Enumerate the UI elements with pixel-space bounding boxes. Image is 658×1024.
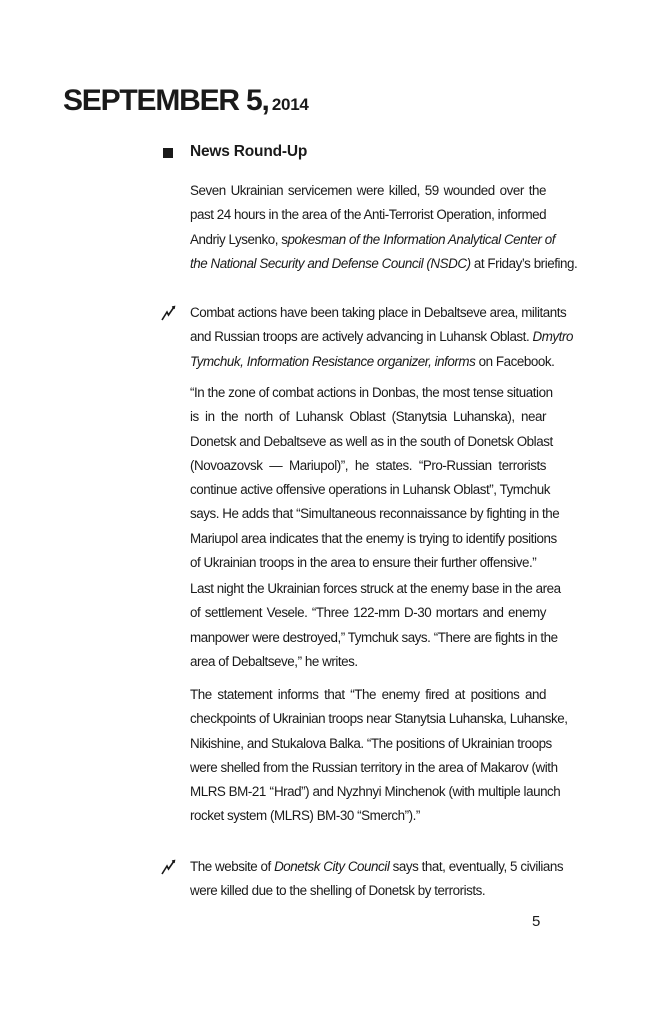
p5-line-3: Nikishine, and Stukalova Balka. “The positions of Ukrainian troops bbox=[190, 735, 552, 751]
chapter-heading bbox=[63, 84, 309, 118]
p5-line-1: The statement informs that “The enemy fired at positions and bbox=[190, 687, 546, 702]
p4-line-2: of settlement Vesele. “Three 122-mm D-30 mortars and enemy bbox=[190, 605, 546, 621]
p4-line-4: area of Debaltseve,” he writes. bbox=[190, 653, 358, 669]
p3-line-3: Donetsk and Debaltseve as well as in the south of Donetsk Oblast bbox=[190, 433, 553, 449]
p2-line-3-b: on Facebook. bbox=[475, 353, 555, 369]
p2-line-2-a: and Russian troops are actively advancing in Luhansk Oblast. bbox=[190, 329, 533, 345]
lightning-icon bbox=[160, 859, 176, 875]
p6-line-1-c: says that, eventually, 5 civilians bbox=[389, 859, 564, 874]
p6-line-1-a: The website of bbox=[190, 859, 275, 874]
heading-year: 2014 bbox=[271, 95, 309, 114]
paragraph-4 bbox=[190, 577, 561, 674]
p1-line-4-b: at Friday’s briefing. bbox=[470, 255, 578, 271]
square-bullet-icon bbox=[163, 148, 173, 158]
p5-line-4: were shelled from the Russian territory in the area of Makarov (with bbox=[190, 759, 558, 775]
p4-line-3: manpower were destroyed,” Tymchuk says. “There are fights in the bbox=[190, 629, 558, 645]
section-title: News Round-Up bbox=[190, 143, 308, 160]
p1-line-3-b: pokesman of the Information Analytical Center of bbox=[287, 231, 555, 247]
p1-line-4-a: the National Security and Defense Council (NSDC) bbox=[190, 255, 471, 271]
p3-line-2: is in the north of Luhansk Oblast (Stanytsia Luhanska), near bbox=[190, 409, 546, 425]
p1-line-2: past 24 hours in the area of the Anti-Terrorist Operation, informed bbox=[190, 207, 547, 223]
p3-line-4: (Novoazovsk — Mariupol)”, he states. “Pro-Russian terrorists bbox=[190, 457, 546, 473]
p3-line-5: continue active offensive operations in Luhansk Oblast”, Tymchuk bbox=[190, 482, 550, 498]
paragraph-3 bbox=[190, 381, 560, 575]
paragraph-2 bbox=[190, 301, 573, 374]
p3-line-6: says. He adds that “Simultaneous reconnaissance by fighting in the bbox=[190, 506, 560, 522]
paragraph-5 bbox=[190, 683, 568, 829]
heading-date: SEPTEMBER 5, bbox=[63, 84, 269, 117]
p6-line-2: were killed due to the shelling of Donetsk by terrorists. bbox=[190, 883, 486, 899]
p2-line-1: Combat actions have been taking place in Debaltseve area, militants bbox=[190, 305, 567, 320]
p5-line-2: checkpoints of Ukrainian troops near Stanytsia Luhanska, Luhanske, bbox=[190, 711, 568, 727]
page-number: 5 bbox=[532, 913, 541, 930]
p2-line-2 bbox=[190, 325, 573, 349]
p4-line-1: Last night the Ukrainian forces struck at the enemy base in the area bbox=[190, 581, 561, 596]
lightning-icon bbox=[160, 305, 176, 321]
paragraph-6 bbox=[190, 855, 564, 904]
p3-line-1: “In the zone of combat actions in Donbas, the most tense situation bbox=[190, 385, 553, 400]
p1-line-3 bbox=[190, 228, 555, 252]
p6-line-1 bbox=[190, 855, 564, 879]
p2-line-3-a: Tymchuk, Information Resistance organizer, informs bbox=[190, 353, 476, 369]
p3-line-7: Mariupol area indicates that the enemy is trying to identify positions bbox=[190, 530, 557, 546]
p1-line-4 bbox=[190, 252, 578, 276]
p2-line-2-b: Dmytro bbox=[532, 329, 573, 345]
p5-line-6: rocket system (MLRS) BM-30 “Smerch”).” bbox=[190, 808, 420, 824]
p1-line-1: Seven Ukrainian servicemen were killed, 59 wounded over the bbox=[190, 183, 546, 198]
p6-line-1-b: Donetsk City Council bbox=[274, 859, 390, 874]
paragraph-1 bbox=[190, 179, 578, 276]
p3-line-8: of Ukrainian troops in the area to ensure their further offensive.” bbox=[190, 555, 537, 571]
p1-line-3-a: Andriy Lysenko, s bbox=[190, 231, 288, 247]
p5-line-5: MLRS BM-21 ‘‘Hrad”) and Nyzhnyi Minchenok (with multiple launch bbox=[190, 784, 561, 800]
p2-line-3 bbox=[190, 350, 555, 374]
